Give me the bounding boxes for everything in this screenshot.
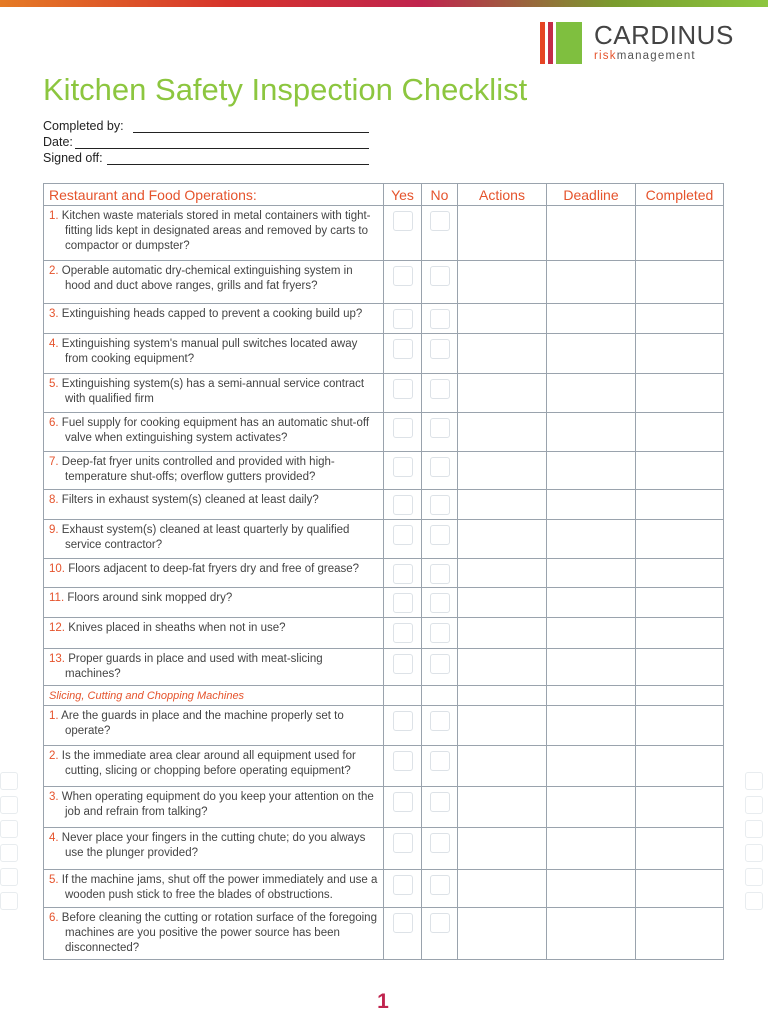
header-actions: Actions — [458, 184, 547, 206]
actions-cell[interactable] — [458, 649, 547, 686]
completed-cell[interactable] — [636, 649, 724, 686]
actions-cell[interactable] — [458, 618, 547, 649]
item-description: Extinguishing system(s) has a semi-annual service contract with qualified firm — [61, 378, 365, 405]
completed-by-field — [43, 119, 124, 133]
actions-cell[interactable] — [458, 374, 547, 413]
no-checkbox[interactable] — [430, 875, 450, 895]
deadline-cell[interactable] — [547, 746, 636, 787]
yes-checkbox[interactable] — [393, 495, 413, 515]
yes-cell — [384, 413, 422, 452]
no-checkbox[interactable] — [430, 913, 450, 933]
completed-cell[interactable] — [636, 304, 724, 334]
yes-checkbox[interactable] — [393, 418, 413, 438]
actions-cell[interactable] — [458, 706, 547, 746]
yes-cell — [384, 374, 422, 413]
completed-cell[interactable] — [636, 787, 724, 828]
table-row — [44, 452, 724, 490]
completed-cell[interactable] — [636, 706, 724, 746]
no-cell — [422, 706, 458, 746]
signed-off-line[interactable] — [107, 164, 369, 165]
item-number: 6. — [49, 417, 59, 429]
item-number: 8. — [49, 494, 59, 506]
completed-by-label: Completed by: — [43, 119, 124, 133]
completed-cell[interactable] — [636, 334, 724, 374]
completed-cell[interactable] — [636, 746, 724, 787]
no-checkbox[interactable] — [430, 751, 450, 771]
item-number: 5. — [49, 378, 59, 390]
item-number: 4. — [49, 832, 59, 844]
no-cell — [422, 206, 458, 261]
yes-checkbox[interactable] — [393, 913, 413, 933]
item-description: Fuel supply for cooking equipment has an automatic shut-off valve when extinguishing system activates? — [61, 417, 370, 444]
deadline-cell[interactable] — [547, 452, 636, 490]
completed-cell[interactable] — [636, 520, 724, 559]
no-cell — [422, 334, 458, 374]
yes-cell — [384, 588, 422, 618]
no-cell — [422, 746, 458, 787]
table-row — [44, 618, 724, 649]
item-text — [44, 706, 384, 746]
deadline-cell[interactable] — [547, 206, 636, 261]
actions-cell[interactable] — [458, 787, 547, 828]
completed-cell[interactable] — [636, 206, 724, 261]
item-description: Is the immediate area clear around all equipment used for cutting, slicing or chopping before operating equipment? — [61, 750, 356, 777]
no-cell — [422, 261, 458, 304]
yes-checkbox[interactable] — [393, 654, 413, 674]
item-number: 4. — [49, 338, 59, 350]
item-description: If the machine jams, shut off the power immediately and use a wooden push stick to free the blades of obstructions. — [61, 874, 378, 901]
actions-cell[interactable] — [458, 490, 547, 520]
no-cell — [422, 559, 458, 588]
completed-cell[interactable] — [636, 374, 724, 413]
yes-checkbox[interactable] — [393, 833, 413, 853]
completed-by-line[interactable] — [133, 132, 369, 133]
actions-cell[interactable] — [458, 908, 547, 960]
table-row — [44, 304, 724, 334]
item-description: Operable automatic dry-chemical extinguishing system in hood and duct above ranges, grills and fat fryers? — [61, 265, 353, 292]
no-checkbox[interactable] — [430, 564, 450, 584]
item-text — [44, 870, 384, 908]
table-header-row — [44, 184, 724, 206]
completed-cell[interactable] — [636, 490, 724, 520]
deadline-cell[interactable] — [547, 908, 636, 960]
no-checkbox[interactable] — [430, 833, 450, 853]
empty-cell — [458, 686, 547, 706]
empty-cell — [547, 686, 636, 706]
deadline-cell[interactable] — [547, 559, 636, 588]
table-row — [44, 828, 724, 870]
yes-cell — [384, 304, 422, 334]
item-number: 12. — [49, 622, 65, 634]
item-description: Floors adjacent to deep-fat fryers dry and free of grease? — [68, 563, 360, 575]
section-title: Slicing, Cutting and Chopping Machines — [44, 686, 384, 706]
actions-cell[interactable] — [458, 746, 547, 787]
item-text — [44, 649, 384, 686]
no-checkbox[interactable] — [430, 711, 450, 731]
yes-checkbox[interactable] — [393, 309, 413, 329]
item-number: 7. — [49, 456, 59, 468]
item-number: 1. — [49, 210, 59, 222]
no-cell — [422, 908, 458, 960]
item-text — [44, 490, 384, 520]
actions-cell[interactable] — [458, 413, 547, 452]
yes-checkbox[interactable] — [393, 751, 413, 771]
item-description: Are the guards in place and the machine properly set to operate? — [61, 710, 344, 737]
item-text — [44, 618, 384, 649]
item-number: 10. — [49, 563, 65, 575]
item-number: 2. — [49, 750, 59, 762]
signed-off-label: Signed off: — [43, 151, 103, 165]
yes-cell — [384, 649, 422, 686]
item-text — [44, 304, 384, 334]
deadline-cell[interactable] — [547, 787, 636, 828]
deadline-cell[interactable] — [547, 618, 636, 649]
item-number: 5. — [49, 874, 59, 886]
decorative-squares-right — [745, 772, 767, 910]
decorative-squares-left — [0, 772, 22, 910]
item-text — [44, 374, 384, 413]
completed-cell[interactable] — [636, 588, 724, 618]
item-text — [44, 413, 384, 452]
table-row — [44, 649, 724, 686]
no-cell — [422, 304, 458, 334]
item-text — [44, 746, 384, 787]
yes-cell — [384, 334, 422, 374]
deadline-cell[interactable] — [547, 334, 636, 374]
checklist-table — [43, 183, 724, 960]
table-row — [44, 588, 724, 618]
no-checkbox[interactable] — [430, 211, 450, 231]
deadline-cell[interactable] — [547, 520, 636, 559]
table-row — [44, 334, 724, 374]
date-field — [43, 135, 73, 149]
top-color-bar — [0, 0, 768, 7]
no-checkbox[interactable] — [430, 495, 450, 515]
completed-cell[interactable] — [636, 413, 724, 452]
no-cell — [422, 520, 458, 559]
yes-cell — [384, 746, 422, 787]
cardinus-logo-icon — [540, 22, 586, 64]
item-description: Exhaust system(s) cleaned at least quarterly by qualified service contractor? — [61, 524, 350, 551]
completed-cell[interactable] — [636, 908, 724, 960]
table-row — [44, 746, 724, 787]
empty-cell — [422, 686, 458, 706]
item-description: Extinguishing heads capped to prevent a cooking build up? — [61, 308, 363, 320]
actions-cell[interactable] — [458, 334, 547, 374]
yes-cell — [384, 261, 422, 304]
no-checkbox[interactable] — [430, 525, 450, 545]
yes-cell — [384, 706, 422, 746]
no-cell — [422, 413, 458, 452]
yes-checkbox[interactable] — [393, 875, 413, 895]
signed-off-field — [43, 151, 103, 165]
table-row — [44, 908, 724, 960]
item-description: Never place your fingers in the cutting chute; do you always use the plunger provided? — [61, 832, 366, 859]
deadline-cell[interactable] — [547, 374, 636, 413]
no-checkbox[interactable] — [430, 418, 450, 438]
actions-cell[interactable] — [458, 520, 547, 559]
yes-cell — [384, 908, 422, 960]
no-checkbox[interactable] — [430, 339, 450, 359]
item-description: Extinguishing system's manual pull switches located away from cooking equipment? — [61, 338, 358, 365]
brand-tagline — [594, 50, 696, 62]
actions-cell[interactable] — [458, 261, 547, 304]
yes-checkbox[interactable] — [393, 711, 413, 731]
no-cell — [422, 828, 458, 870]
table-row — [44, 261, 724, 304]
deadline-cell[interactable] — [547, 870, 636, 908]
brand-name: CARDINUS — [594, 20, 734, 50]
deadline-cell[interactable] — [547, 490, 636, 520]
actions-cell[interactable] — [458, 206, 547, 261]
actions-cell[interactable] — [458, 304, 547, 334]
item-text — [44, 588, 384, 618]
table-row — [44, 706, 724, 746]
item-text — [44, 559, 384, 588]
empty-cell — [636, 686, 724, 706]
completed-cell[interactable] — [636, 870, 724, 908]
date-label: Date: — [43, 135, 73, 149]
table-row — [44, 206, 724, 261]
yes-cell — [384, 490, 422, 520]
item-description: Kitchen waste materials stored in metal containers with tight-fitting lids kept in designated areas and removed by carts to compactor or dumpster? — [61, 210, 371, 252]
completed-cell[interactable] — [636, 559, 724, 588]
deadline-cell[interactable] — [547, 261, 636, 304]
deadline-cell[interactable] — [547, 706, 636, 746]
no-checkbox[interactable] — [430, 593, 450, 613]
header-no: No — [422, 184, 458, 206]
item-description: When operating equipment do you keep your attention on the job and refrain from talking? — [61, 791, 374, 818]
actions-cell[interactable] — [458, 588, 547, 618]
item-number: 13. — [49, 653, 65, 665]
no-checkbox[interactable] — [430, 654, 450, 674]
yes-checkbox[interactable] — [393, 623, 413, 643]
page-title: Kitchen Safety Inspection Checklist — [43, 72, 528, 107]
completed-cell[interactable] — [636, 828, 724, 870]
page-number: 1 — [377, 990, 389, 1013]
item-description: Before cleaning the cutting or rotation surface of the foregoing machines are you positive the power source has been disconnected? — [61, 912, 377, 954]
no-cell — [422, 374, 458, 413]
no-checkbox[interactable] — [430, 457, 450, 477]
no-cell — [422, 787, 458, 828]
yes-cell — [384, 870, 422, 908]
item-description: Filters in exhaust system(s) cleaned at least daily? — [61, 494, 319, 506]
item-number: 3. — [49, 791, 59, 803]
no-cell — [422, 618, 458, 649]
deadline-cell[interactable] — [547, 828, 636, 870]
header-deadline: Deadline — [547, 184, 636, 206]
item-text — [44, 787, 384, 828]
item-text — [44, 520, 384, 559]
yes-checkbox[interactable] — [393, 266, 413, 286]
table-row — [44, 490, 724, 520]
item-number: 2. — [49, 265, 59, 277]
table-row — [44, 374, 724, 413]
no-cell — [422, 649, 458, 686]
completed-cell[interactable] — [636, 261, 724, 304]
table-row — [44, 520, 724, 559]
table-row — [44, 787, 724, 828]
no-checkbox[interactable] — [430, 309, 450, 329]
completed-cell[interactable] — [636, 618, 724, 649]
item-number: 11. — [49, 592, 65, 604]
completed-cell[interactable] — [636, 452, 724, 490]
no-checkbox[interactable] — [430, 792, 450, 812]
yes-checkbox[interactable] — [393, 457, 413, 477]
table-row — [44, 559, 724, 588]
no-cell — [422, 452, 458, 490]
item-number: 3. — [49, 308, 59, 320]
yes-checkbox[interactable] — [393, 593, 413, 613]
item-text — [44, 828, 384, 870]
yes-checkbox[interactable] — [393, 564, 413, 584]
deadline-cell[interactable] — [547, 304, 636, 334]
empty-cell — [384, 686, 422, 706]
header-completed: Completed — [636, 184, 724, 206]
yes-checkbox[interactable] — [393, 379, 413, 399]
item-text — [44, 334, 384, 374]
deadline-cell[interactable] — [547, 588, 636, 618]
section-header-row — [44, 686, 724, 706]
actions-cell[interactable] — [458, 452, 547, 490]
item-number: 6. — [49, 912, 59, 924]
yes-cell — [384, 206, 422, 261]
actions-cell[interactable] — [458, 559, 547, 588]
no-checkbox[interactable] — [430, 623, 450, 643]
no-cell — [422, 588, 458, 618]
actions-cell[interactable] — [458, 870, 547, 908]
deadline-cell[interactable] — [547, 413, 636, 452]
item-description: Floors around sink mopped dry? — [67, 592, 233, 604]
item-text — [44, 261, 384, 304]
yes-checkbox[interactable] — [393, 339, 413, 359]
yes-cell — [384, 787, 422, 828]
brand-tagline-risk: risk — [594, 50, 617, 62]
item-number: 1. — [49, 710, 59, 722]
item-description: Knives placed in sheaths when not in use? — [68, 622, 286, 634]
item-text — [44, 206, 384, 261]
item-text — [44, 908, 384, 960]
yes-cell — [384, 559, 422, 588]
yes-checkbox[interactable] — [393, 211, 413, 231]
no-cell — [422, 490, 458, 520]
header-yes: Yes — [384, 184, 422, 206]
yes-checkbox[interactable] — [393, 525, 413, 545]
table-row — [44, 413, 724, 452]
item-number: 9. — [49, 524, 59, 536]
yes-cell — [384, 452, 422, 490]
item-description: Deep-fat fryer units controlled and provided with high-temperature shut-offs; overflow gutters provided? — [61, 456, 335, 483]
date-line[interactable] — [75, 148, 369, 149]
actions-cell[interactable] — [458, 828, 547, 870]
item-description: Proper guards in place and used with meat-slicing machines? — [65, 653, 323, 680]
brand-tagline-management: management — [616, 50, 696, 62]
yes-cell — [384, 618, 422, 649]
item-text — [44, 452, 384, 490]
header-section: Restaurant and Food Operations: — [44, 184, 384, 206]
no-cell — [422, 870, 458, 908]
yes-cell — [384, 828, 422, 870]
table-row — [44, 870, 724, 908]
yes-cell — [384, 520, 422, 559]
deadline-cell[interactable] — [547, 649, 636, 686]
no-checkbox[interactable] — [430, 379, 450, 399]
no-checkbox[interactable] — [430, 266, 450, 286]
yes-checkbox[interactable] — [393, 792, 413, 812]
